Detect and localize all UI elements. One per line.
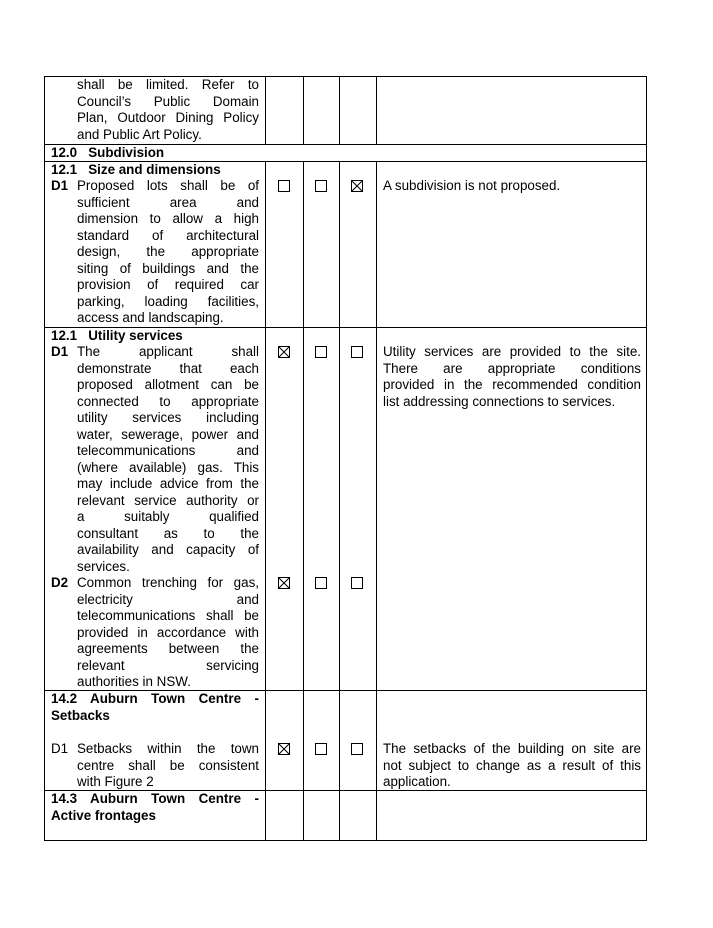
continued-text: shall be limited. Refer to Council’s Public Domain Plan, Outdoor Dining Policy and Public Art Policy. [77,77,259,142]
table-border-right [646,76,647,841]
subsection-heading: 14.3 Auburn Town Centre - Active frontages [51,791,259,823]
checkbox-no[interactable] [315,180,327,192]
control-label: D1 [51,178,69,193]
checkbox-na[interactable] [351,180,363,192]
checkbox-na[interactable] [351,577,363,589]
table-border-bottom [44,840,647,841]
subsection-heading: 12.1 Utility services [51,328,183,343]
cross-mark-icon [279,744,289,754]
checkbox-no[interactable] [315,346,327,358]
checkbox-no[interactable] [315,577,327,589]
subsection-heading: 12.1 Size and dimensions [51,162,221,177]
cross-mark-icon [279,578,289,588]
col-divider-2 [303,161,304,841]
cross-mark-icon [352,181,362,191]
checkbox-yes[interactable] [278,180,290,192]
table-border-left [44,76,45,841]
control-label: D1 [51,741,69,756]
section-heading-subdivision: 12.0 Subdivision [51,145,165,160]
control-label: D1 [51,344,69,359]
checkbox-na[interactable] [351,743,363,755]
checkbox-yes[interactable] [278,743,290,755]
col-divider-3 [339,76,340,144]
col-divider-1 [265,76,266,144]
col-divider-1 [265,161,266,841]
col-divider-4 [376,161,377,841]
control-text: Setbacks within the town centre shall be consistent with Figure 2 [77,741,259,789]
control-text: Proposed lots shall be of sufficient area and dimension to allow a high standard of architectural design, the appropriate siting of buildings and the provision of required car parking, loading facilities, access and landscaping. [77,178,259,325]
comment-text: Utility services are provided to the site. There are appropriate conditions provided in the recommended condition list addressing connections to services. [383,344,641,409]
checkbox-yes[interactable] [278,577,290,589]
subsection-heading: 14.2 Auburn Town Centre - Setbacks [51,691,259,723]
control-text: The applicant shall demonstrate that each proposed allotment can be connected to appropriate utility services including water, sewerage, power and telecommunications and (where available) gas. This may include advice from the relevant service authority or a suitably qualified consultant as to the availability and capacity of services. [77,344,259,574]
checkbox-na[interactable] [351,346,363,358]
comment-text: The setbacks of the building on site are not subject to change as a result of this application. [383,741,641,789]
col-divider-2 [303,76,304,144]
control-text: Common trenching for gas, electricity and telecommunications shall be provided in accordance with agreements between the relevant servicing authorities in NSW. [77,575,259,689]
col-divider-4 [376,76,377,144]
comment-text: A subdivision is not proposed. [383,178,561,193]
cross-mark-icon [279,347,289,357]
checkbox-yes[interactable] [278,346,290,358]
control-label: D2 [51,575,69,590]
col-divider-3 [339,161,340,841]
checkbox-no[interactable] [315,743,327,755]
